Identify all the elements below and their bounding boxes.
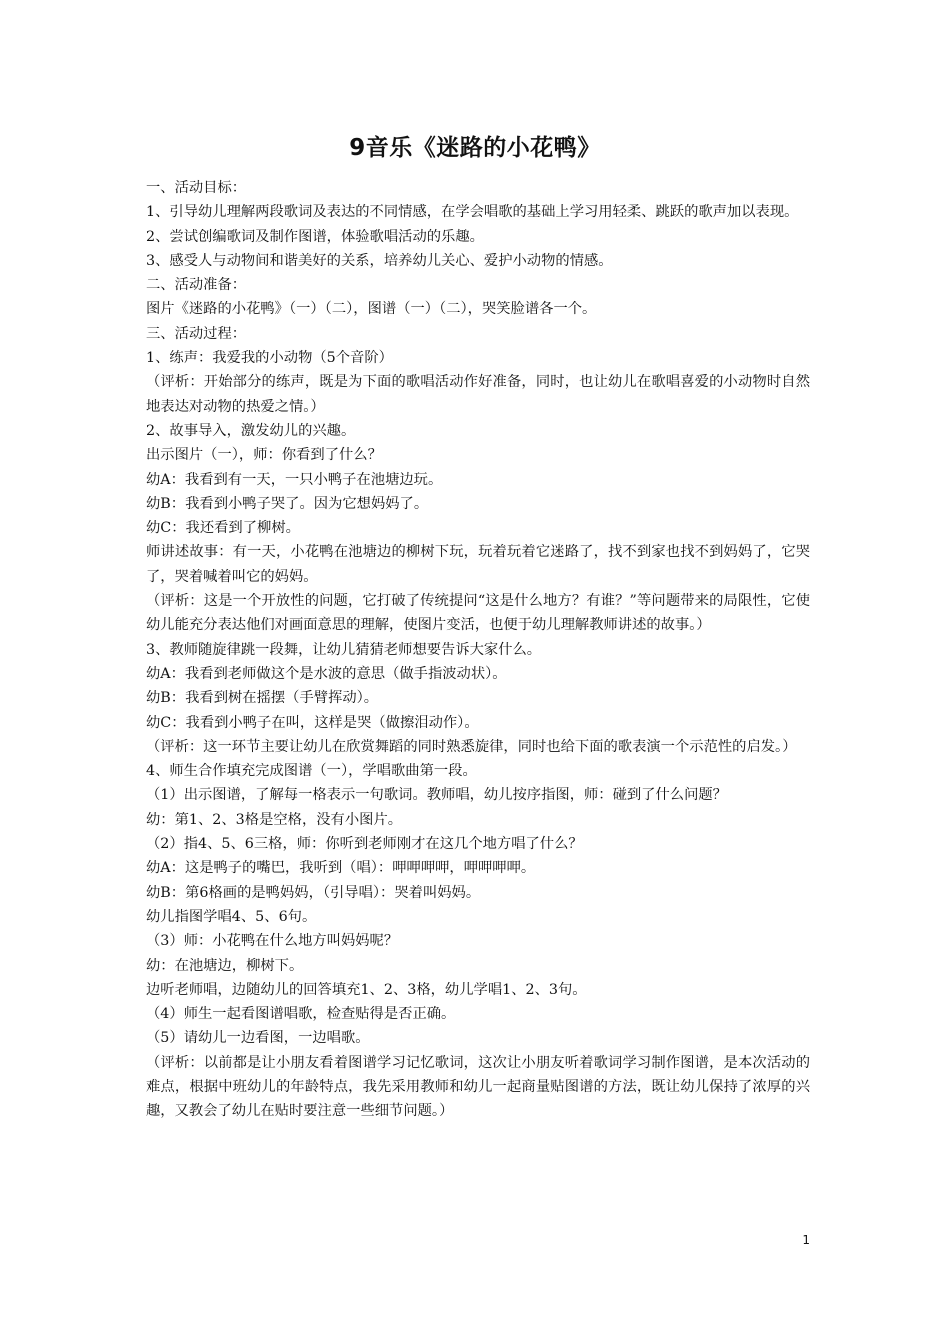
dialogue-line: 幼：在池塘边，柳树下。	[146, 957, 304, 974]
paragraph: 师讲述故事：有一天，小花鸭在池塘边的柳树下玩，玩着玩着它迷路了，找不到家也找不到妈妈了，它哭了，哭着喊着叫它的妈妈。	[146, 544, 810, 585]
paragraph: 图片《迷路的小花鸭》（一）（二），图谱（一）（二），哭笑脸谱各一个。	[146, 301, 597, 318]
dialogue-line: 幼C：我看到小鸭子在叫，这样是哭（做擦泪动作）。	[146, 714, 479, 731]
paragraph: （2）指4、5、6三格，师：你听到老师刚才在这几个地方唱了什么？	[146, 836, 583, 853]
paragraph: 3、感受人与动物间和谐美好的关系，培养幼儿关心、爱护小动物的情感。	[146, 252, 613, 269]
paragraph: （5）请幼儿一边看图，一边唱歌。	[146, 1030, 370, 1047]
dialogue-line: 幼B：第6格画的是鸭妈妈，（引导唱）：哭着叫妈妈。	[146, 884, 481, 901]
section-heading-preparation: 二、活动准备：	[146, 277, 247, 294]
commentary-paragraph: （评析：以前都是让小朋友看着图谱学习记忆歌词，这次让小朋友听着歌词学习制作图谱，是本次活动的难点，根据中班幼儿的年龄特点，我先采用教师和幼儿一起商量贴图谱的方法，既让幼儿保持了浓厚的兴趣，又教会了幼儿在贴时要注意一些细节问题。）	[146, 1054, 810, 1120]
paragraph: （1）出示图谱，了解每一格表示一句歌词。教师唱，幼儿按序指图，师：碰到了什么问题？	[146, 787, 727, 804]
paragraph: 1、练声：我爱我的小动物（5个音阶）	[146, 350, 393, 367]
dialogue-line: 幼：第1、2、3格是空格，没有小图片。	[146, 811, 403, 828]
paragraph: 幼儿指图学唱4、5、6句。	[146, 908, 317, 925]
dialogue-line: 幼A：我看到老师做这个是水波的意思（做手指波动状）。	[146, 665, 507, 682]
paragraph: 4、师生合作填充完成图谱（一），学唱歌曲第一段。	[146, 763, 477, 780]
paragraph: 出示图片（一），师：你看到了什么？	[146, 447, 382, 464]
paragraph: 边听老师唱，边随幼儿的回答填充1、2、3格，幼儿学唱1、2、3句。	[146, 981, 587, 998]
dialogue-line: 幼A：我看到有一天，一只小鸭子在池塘边玩。	[146, 471, 443, 488]
paragraph: 2、尝试创编歌词及制作图谱，体验歌唱活动的乐趣。	[146, 228, 484, 245]
commentary-paragraph: （评析：这是一个开放性的问题，它打破了传统提问“这是什么地方？有谁？”等问题带来的局限性，它使幼儿能充分表达他们对画面意思的理解，使图片变活，也便于幼儿理解教师讲述的故事。）	[146, 593, 810, 634]
document-body	[146, 176, 810, 1124]
paragraph: 3、教师随旋律跳一段舞，让幼儿猜猜老师想要告诉大家什么。	[146, 641, 542, 658]
dialogue-line: 幼B：我看到树在摇摆（手臂挥动）。	[146, 690, 379, 707]
commentary-paragraph: （评析：这一环节主要让幼儿在欣赏舞蹈的同时熟悉旋律，同时也给下面的歌表演一个示范性的启发。）	[146, 738, 797, 755]
paragraph: （3）师：小花鸭在什么地方叫妈妈呢？	[146, 933, 399, 950]
paragraph: （4）师生一起看图谱唱歌，检查贴得是否正确。	[146, 1006, 456, 1023]
section-heading-process: 三、活动过程：	[146, 325, 247, 342]
paragraph: 1、引导幼儿理解两段歌词及表达的不同情感，在学会唱歌的基础上学习用轻柔、跳跃的歌声加以表现。	[146, 204, 799, 221]
page-number: 1	[802, 1233, 810, 1247]
section-heading-goals: 一、活动目标：	[146, 180, 247, 196]
paragraph: 2、故事导入，激发幼儿的兴趣。	[146, 422, 356, 439]
dialogue-line: 幼A：这是鸭子的嘴巴，我听到（唱）：呷呷呷呷，呷呷呷呷。	[146, 860, 536, 877]
dialogue-line: 幼C：我还看到了柳树。	[146, 520, 300, 537]
commentary-paragraph: （评析：开始部分的练声，既是为下面的歌唱活动作好准备，同时，也让幼儿在歌唱喜爱的小动物时自然地表达对动物的热爱之情。）	[146, 374, 810, 415]
document-title: 9音乐《迷路的小花鸭》	[349, 135, 601, 161]
dialogue-line: 幼B：我看到小鸭子哭了。因为它想妈妈了。	[146, 495, 429, 512]
